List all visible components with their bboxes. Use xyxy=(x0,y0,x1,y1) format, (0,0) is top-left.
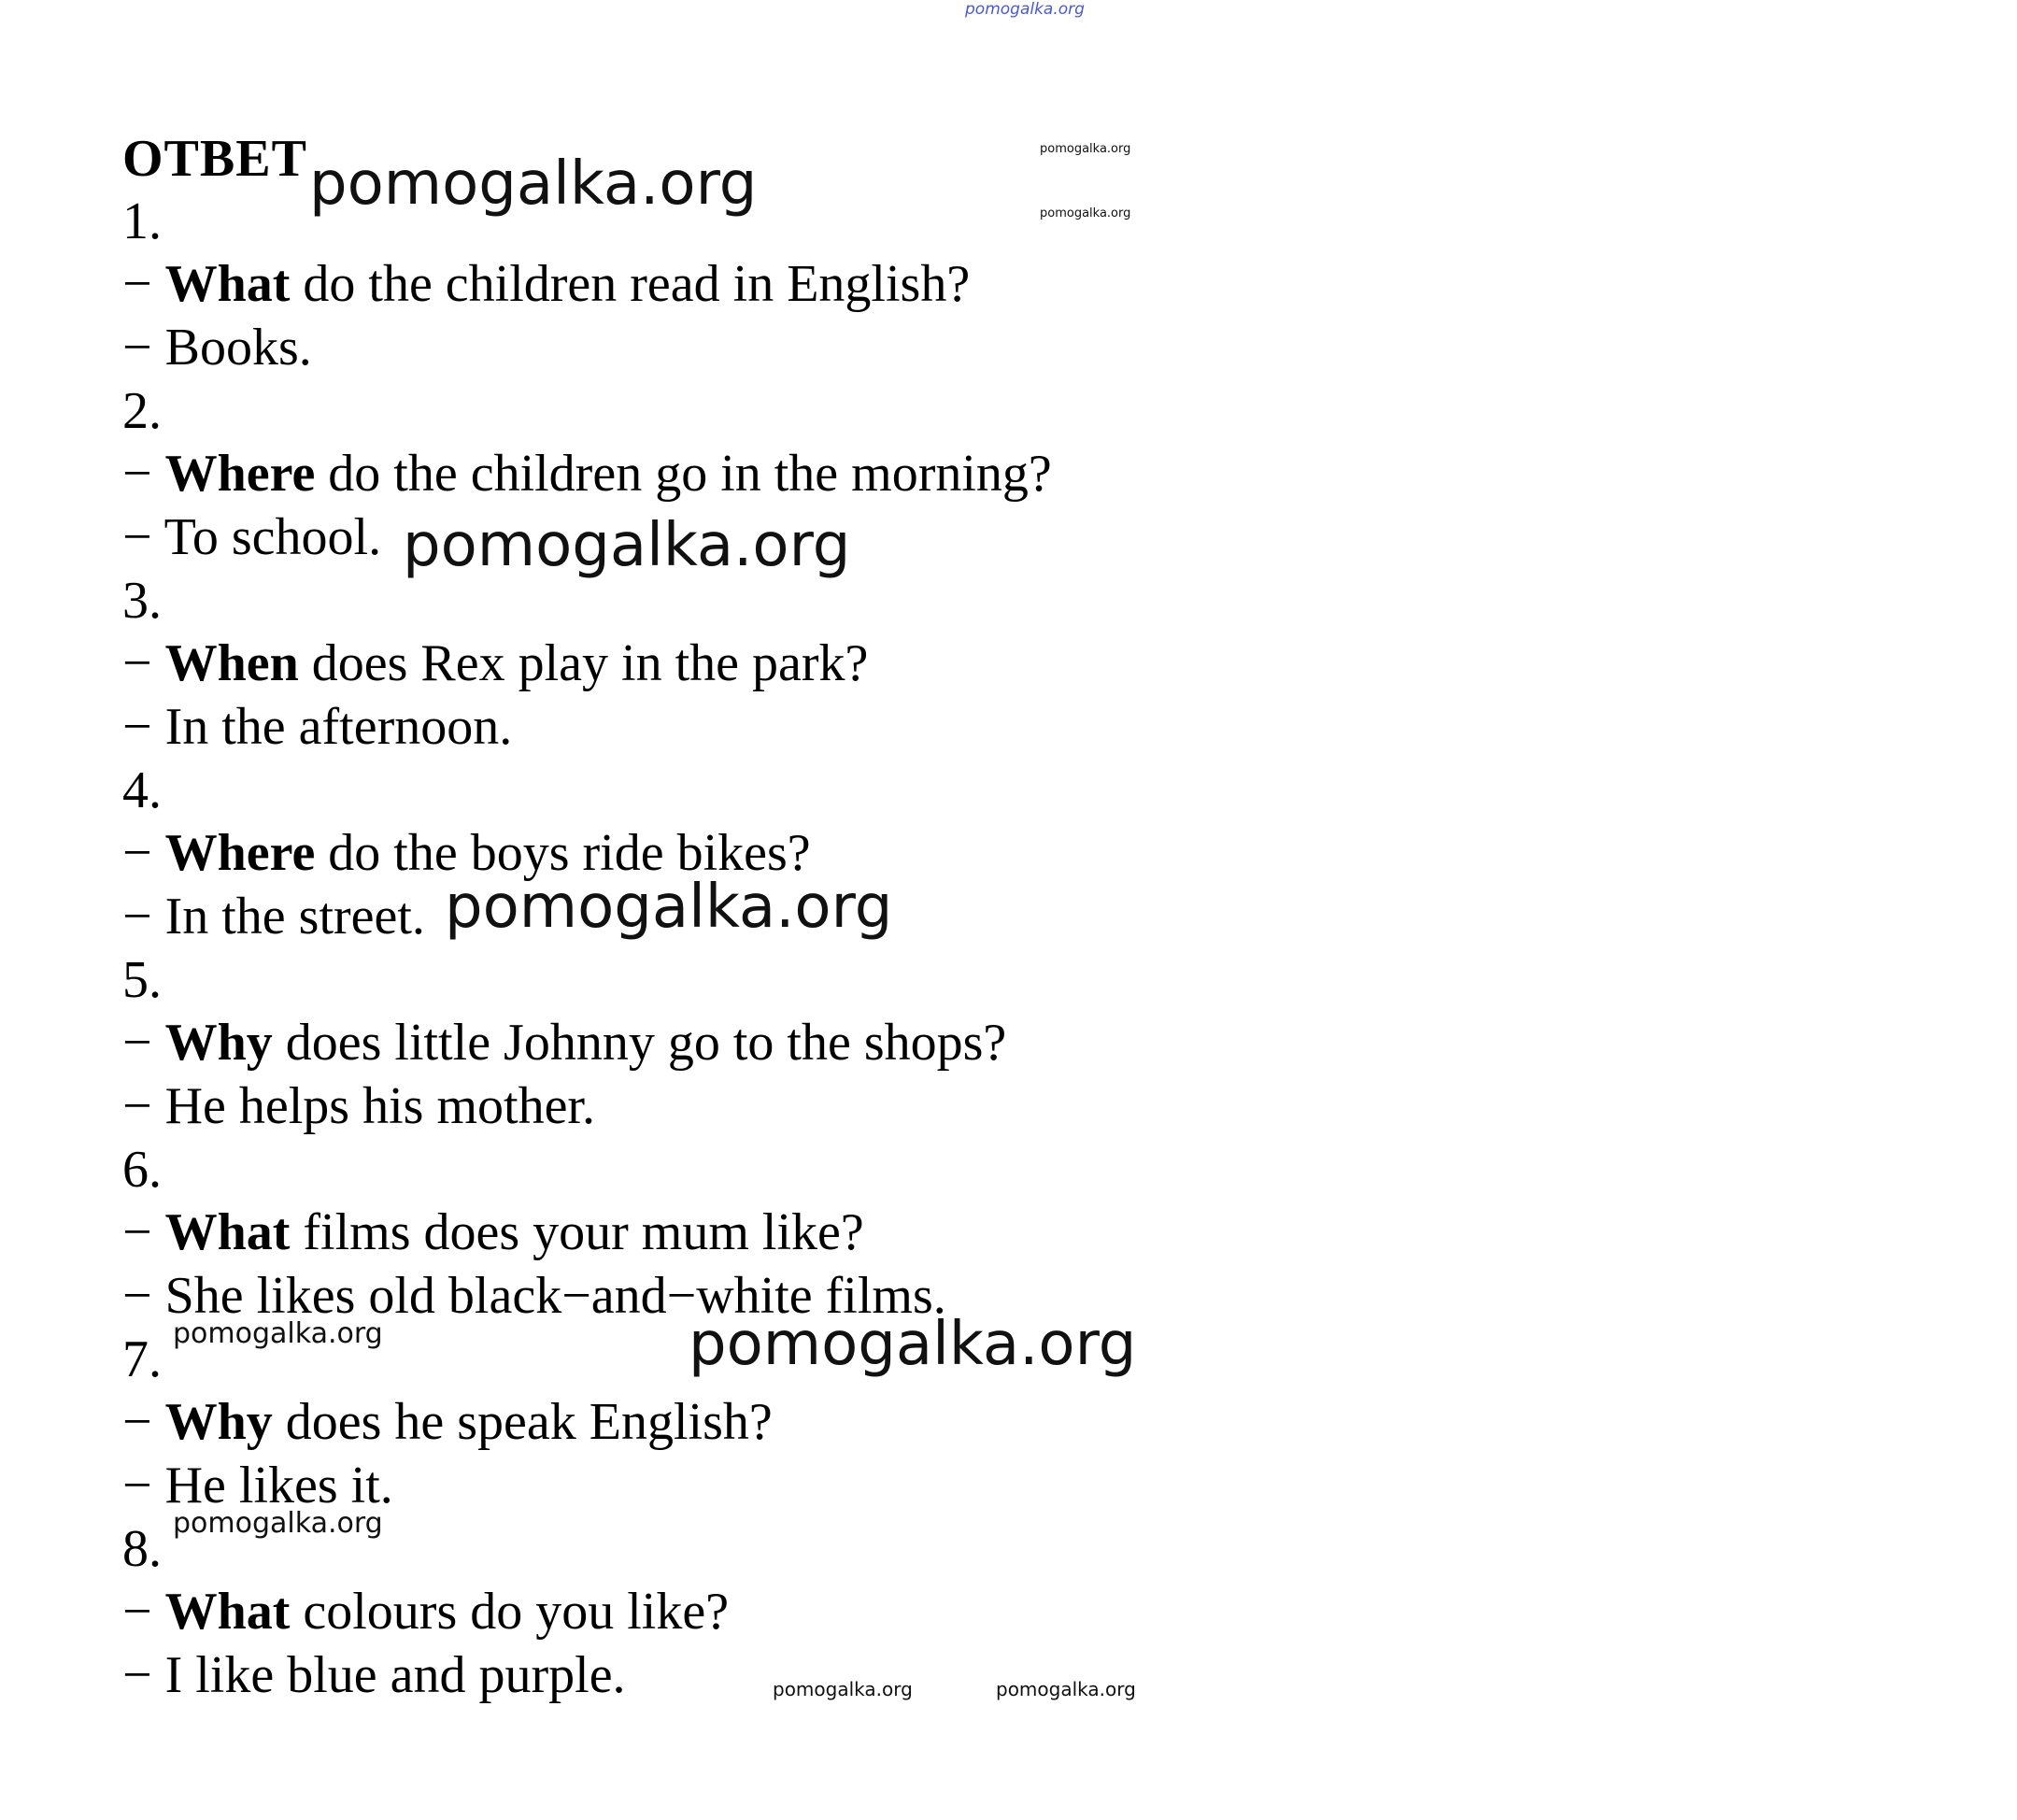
watermark-small: pomogalka.org xyxy=(996,1678,1136,1700)
watermark-small: pomogalka.org xyxy=(773,1678,913,1700)
item-1-number: 1. xyxy=(122,192,162,250)
watermark-large: pomogalka.org xyxy=(403,511,851,580)
watermark-medium: pomogalka.org xyxy=(173,1507,383,1540)
item-8-number: 8. xyxy=(122,1520,162,1578)
item-4-question: − Where do the boys ride bikes? xyxy=(122,824,811,882)
watermark-medium: pomogalka.org xyxy=(173,1317,383,1350)
item-4-answer: − In the street. xyxy=(122,888,425,946)
question-word: Where xyxy=(164,824,316,882)
question-word: When xyxy=(164,634,299,692)
item-8-answer: − I like blue and purple. xyxy=(122,1646,626,1704)
question-word: Where xyxy=(164,445,316,503)
item-2-question: − Where do the children go in the morning? xyxy=(122,445,1052,503)
item-2-number: 2. xyxy=(122,382,162,440)
item-3-answer: − In the afternoon. xyxy=(122,698,513,756)
question-word: Why xyxy=(164,1393,273,1451)
item-3-question: − When does Rex play in the park? xyxy=(122,634,869,692)
item-7-number: 7. xyxy=(122,1330,162,1388)
item-1-answer: − Books. xyxy=(122,319,312,377)
watermark-top: pomogalka.org xyxy=(965,0,1085,19)
question-word: What xyxy=(164,1203,291,1261)
item-1-question: − What do the children read in English? xyxy=(122,255,971,313)
item-6-answer: − She likes old black−and−white films. xyxy=(122,1267,946,1325)
watermark-large: pomogalka.org xyxy=(445,873,893,942)
item-5-number: 5. xyxy=(122,951,162,1009)
watermark-small: pomogalka.org xyxy=(1040,206,1131,220)
watermark-large: pomogalka.org xyxy=(309,149,758,219)
item-6-question: − What films does your mum like? xyxy=(122,1203,864,1261)
item-7-answer: − He likes it. xyxy=(122,1457,393,1514)
question-word: What xyxy=(164,255,291,313)
answer-heading: ОТВЕТ xyxy=(122,130,307,188)
item-2-answer: − To school. xyxy=(122,508,382,566)
item-5-question: − Why does little Johnny go to the shops? xyxy=(122,1014,1007,1072)
item-7-question: − Why does he speak English? xyxy=(122,1393,773,1451)
item-5-answer: − He helps his mother. xyxy=(122,1077,595,1135)
item-3-number: 3. xyxy=(122,572,162,630)
question-word: Why xyxy=(164,1014,273,1072)
watermark-small: pomogalka.org xyxy=(1040,142,1131,156)
item-8-question: − What colours do you like? xyxy=(122,1583,730,1641)
watermark-large: pomogalka.org xyxy=(689,1310,1137,1379)
item-6-number: 6. xyxy=(122,1141,162,1199)
question-word: What xyxy=(164,1583,291,1641)
item-4-number: 4. xyxy=(122,761,162,819)
